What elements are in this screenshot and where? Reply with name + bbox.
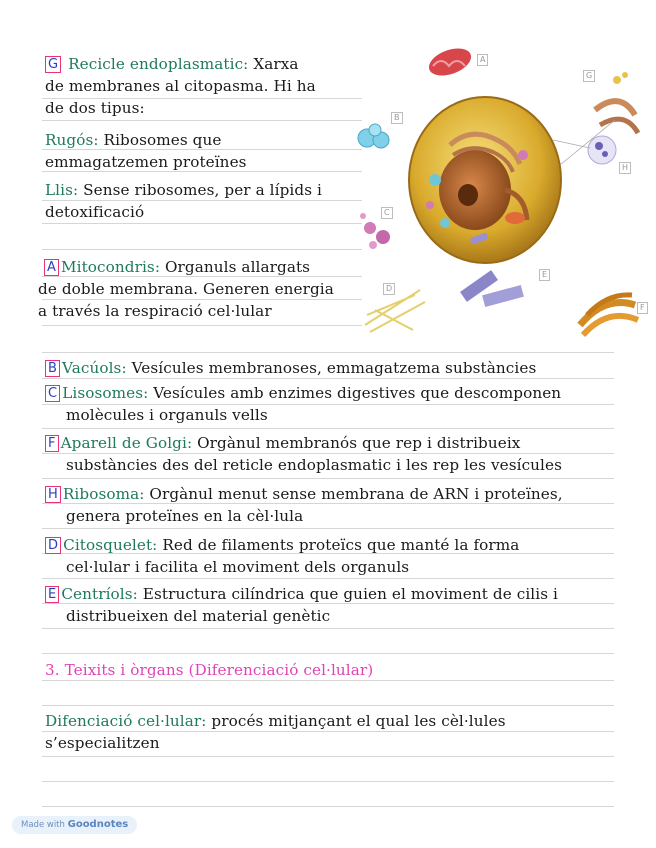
organelle-item	[45, 382, 561, 426]
text: de doble membrana. Generen energia	[38, 280, 334, 298]
text: procés mitjançant el qual les cèl·lules	[211, 712, 506, 730]
mito-note	[38, 256, 334, 322]
text: Vesícules amb enzimes digestives que descomponen	[153, 384, 562, 402]
section-heading: 3. Teixits i òrgans (Diferenciació cel·lular)	[45, 661, 374, 679]
rugos-note	[45, 129, 247, 173]
text: Organuls allargats	[164, 258, 311, 276]
organelle-item	[45, 432, 562, 476]
organelle-item	[45, 534, 519, 578]
text: s’especialitzen	[45, 734, 160, 752]
term: Rugós:	[45, 131, 99, 149]
text: Orgànul menut sense membrana de ARN i proteïnes,	[149, 485, 563, 503]
figure-label: E	[539, 269, 550, 281]
text: distribueixen del material genètic	[66, 607, 331, 625]
ruled-line	[42, 705, 614, 706]
text: de dos tipus:	[45, 99, 145, 117]
term: Centríols:	[61, 585, 138, 603]
label-box: E	[45, 586, 59, 603]
label-box: A	[44, 259, 59, 276]
text: a través la respiració cel·lular	[38, 302, 272, 320]
ruled-line	[42, 352, 614, 353]
term: Llis:	[45, 181, 79, 199]
label-box: C	[45, 385, 60, 402]
label-box: B	[45, 360, 60, 377]
term: Ribosoma:	[62, 485, 145, 503]
text: Ribosomes que	[103, 131, 222, 149]
organelle-item	[45, 583, 558, 627]
text: molècules i organuls vells	[66, 406, 268, 424]
made-with-goodnotes-badge	[12, 816, 137, 834]
text: Red de filaments proteïcs que manté la forma	[162, 536, 520, 554]
ruled-line	[42, 628, 614, 629]
figure-label: B	[391, 112, 403, 124]
text: Estructura cilíndrica que guien el moviment de cilis i	[142, 585, 558, 603]
cell-illustration	[355, 40, 655, 345]
ruled-line	[42, 578, 614, 579]
ruled-line	[42, 325, 362, 326]
text: de membranes al citopasma. Hi ha	[45, 77, 316, 95]
term: Mitocondris:	[61, 258, 161, 276]
organelle-item	[45, 357, 536, 379]
badge-prefix: Made with	[21, 820, 65, 830]
figure-label: H	[619, 162, 631, 174]
text: Xarxa	[253, 55, 299, 73]
text: genera proteïnes en la cèl·lula	[66, 507, 304, 525]
term: Aparell de Golgi:	[60, 434, 193, 452]
label-box: H	[45, 486, 61, 503]
text: Vesícules membranoses, emmagatzema substàncies	[131, 359, 537, 377]
ruled-line	[42, 478, 614, 479]
text: detoxificació	[45, 203, 145, 221]
organelle-item	[45, 483, 563, 527]
text: substàncies des del reticle endoplasmatic i les rep les vesícules	[66, 456, 562, 474]
figure-label: D	[383, 283, 395, 295]
animal-cell-diagram	[355, 40, 655, 345]
ruled-line	[42, 781, 614, 782]
term: Recicle endoplasmatic:	[68, 55, 249, 73]
badge-brand: Goodnotes	[67, 819, 129, 830]
figure-label: F	[637, 302, 648, 314]
text: emmagatzemen proteïnes	[45, 153, 247, 171]
term: Citosquelet:	[63, 536, 158, 554]
term: Difenciació cel·lular:	[45, 712, 207, 730]
text: Orgànul membranós que rep i distribueix	[197, 434, 521, 452]
ruled-line	[42, 756, 614, 757]
text: cel·lular i facilita el moviment dels organuls	[66, 558, 410, 576]
text: Sense ribosomes, per a lípids i	[83, 181, 322, 199]
ruled-line	[42, 223, 362, 224]
label-box: G	[45, 56, 61, 73]
figure-label: A	[477, 54, 488, 66]
er-note	[45, 53, 316, 119]
llis-note	[45, 179, 322, 223]
nucleolus	[458, 184, 478, 206]
figure-label: G	[583, 70, 595, 82]
label-box: D	[45, 537, 61, 554]
figure-label: C	[381, 207, 393, 219]
ruled-line	[42, 120, 362, 121]
difer-note	[45, 710, 506, 754]
ruled-line	[42, 528, 614, 529]
term: Vacúols:	[62, 359, 127, 377]
term: Lisosomes:	[62, 384, 149, 402]
ruled-line	[42, 428, 614, 429]
label-box: F	[45, 435, 59, 452]
ruled-line	[42, 249, 362, 250]
ruled-line	[42, 806, 614, 807]
ruled-line	[42, 653, 614, 654]
